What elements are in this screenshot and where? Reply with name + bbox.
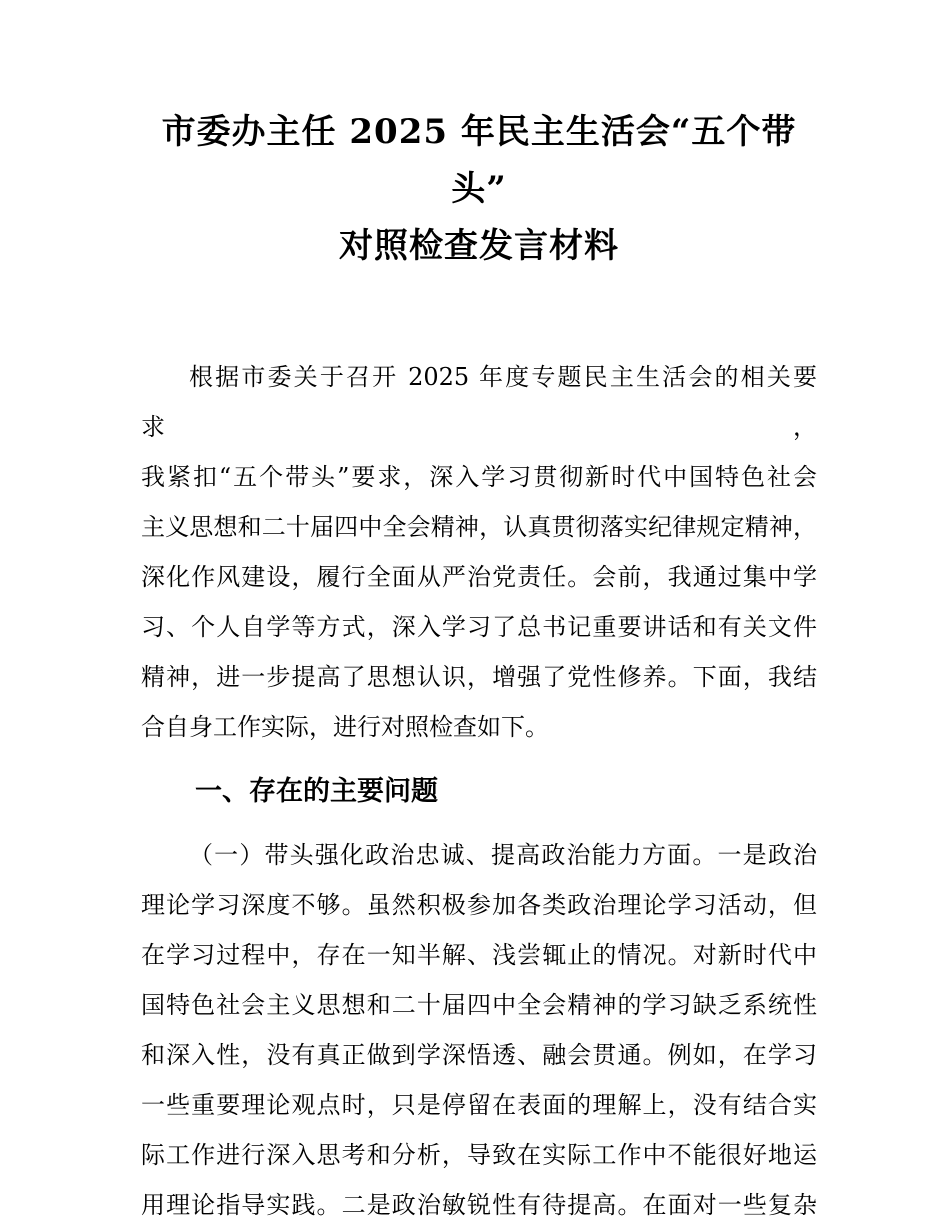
- title-line-2: 对照检查发言材料: [339, 226, 619, 266]
- problems-paragraph: [141, 830, 817, 1230]
- paragraph-line: 一些重要理论观点时，只是停留在表面的理解上，没有结合实: [141, 1091, 817, 1119]
- title-line-1: 市委办主任 2025 年民主生活会“五个带头”: [161, 112, 797, 209]
- document-title: [141, 104, 817, 275]
- paragraph-line: 精神，进一步提高了思想认识，增强了党性修养。下面，我结: [141, 663, 817, 691]
- paragraph-line: 国特色社会主义思想和二十届四中全会精神的学习缺乏系统性: [141, 991, 817, 1019]
- paragraph-line: 用理论指导实践。二是政治敏锐性有待提高。在面对一些复杂: [141, 1191, 817, 1219]
- paragraph-line: 根据市委关于召开 2025 年度专题民主生活会的相关要求，: [141, 363, 817, 441]
- document-content: [141, 0, 817, 1230]
- paragraph-line: （一）带头强化政治忠诚、提高政治能力方面。一是政治: [189, 841, 817, 869]
- paragraph-line: 际工作进行深入思考和分析，导致在实际工作中不能很好地运: [141, 1141, 817, 1169]
- paragraph-line: 和深入性，没有真正做到学深悟透、融会贯通。例如，在学习: [141, 1041, 817, 1069]
- intro-paragraph: [141, 352, 817, 752]
- paragraph-line: 合自身工作实际，进行对照检查如下。: [141, 713, 549, 741]
- section-heading: 一、存在的主要问题: [195, 776, 438, 807]
- paragraph-line: 我紧扣“五个带头”要求，深入学习贯彻新时代中国特色社会: [141, 463, 817, 491]
- paragraph-line: 习、个人自学等方式，深入学习了总书记重要讲话和有关文件: [141, 613, 817, 641]
- paragraph-line: 主义思想和二十届四中全会精神，认真贯彻落实纪律规定精神，: [141, 513, 817, 541]
- paragraph-line: 理论学习深度不够。虽然积极参加各类政治理论学习活动，但: [141, 891, 817, 919]
- paragraph-line: 在学习过程中，存在一知半解、浅尝辄止的情况。对新时代中: [141, 941, 817, 969]
- paragraph-line: 深化作风建设，履行全面从严治党责任。会前，我通过集中学: [141, 563, 817, 591]
